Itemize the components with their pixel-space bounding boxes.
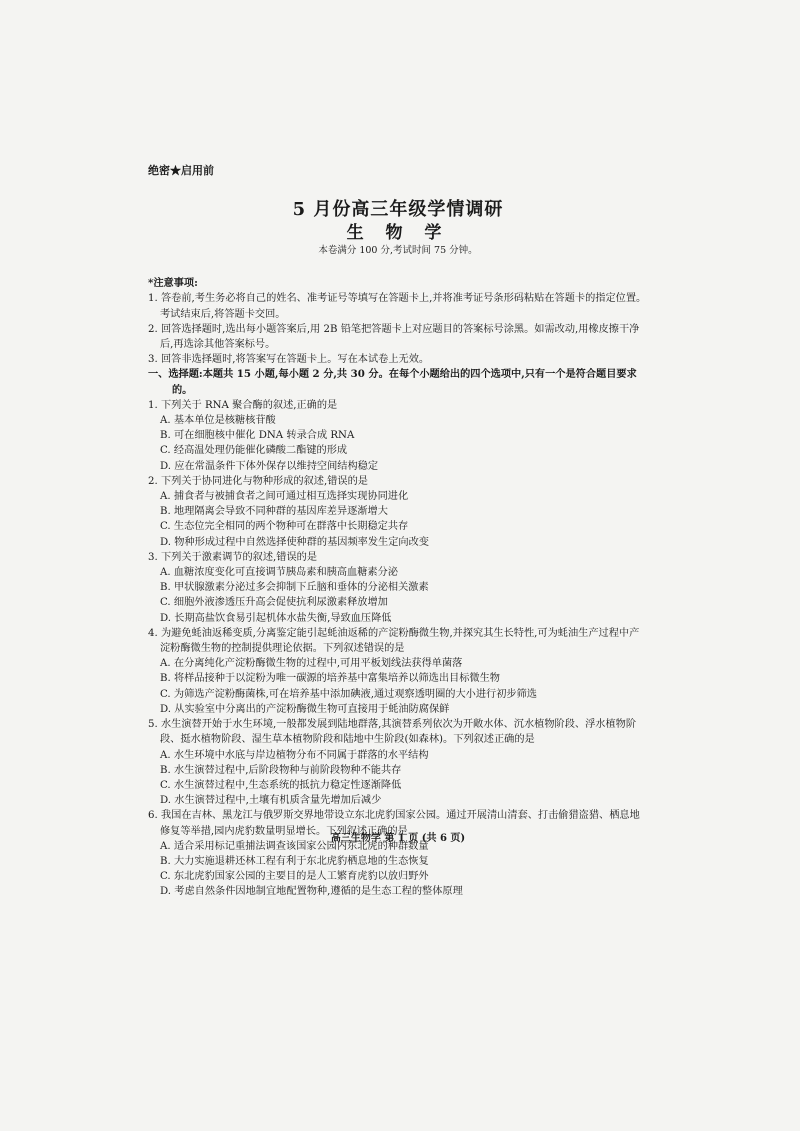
page-footer: 高三生物学 第 1 页 (共 6 页) bbox=[330, 833, 466, 844]
option-c: C. 东北虎豹国家公园的主要目的是人工繁育虎豹以放归野外 bbox=[160, 871, 429, 883]
option-d: D. 水生演替过程中,土壤有机质含量先增加后减少 bbox=[160, 795, 382, 807]
page-content bbox=[148, 163, 648, 900]
exam-subject: 生 物 学 bbox=[346, 223, 450, 244]
question-stem: 1. 下列关于 RNA 聚合酶的叙述,正确的是 bbox=[148, 399, 338, 411]
option-a: A. 在分离纯化产淀粉酶微生物的过程中,可用平板划线法获得单菌落 bbox=[160, 658, 463, 670]
option-d: D. 物种形成过程中自然选择使种群的基因频率发生定向改变 bbox=[160, 536, 429, 548]
option-a: A. 基本单位是核糖核苷酸 bbox=[160, 415, 276, 427]
question-stem: 2. 下列关于协同进化与物种形成的叙述,错误的是 bbox=[148, 475, 368, 487]
question-3 bbox=[148, 550, 648, 626]
option-b: B. 可在细胞核中催化 DNA 转录合成 RNA bbox=[160, 430, 355, 442]
section-heading: 一、选择题:本题共 15 小题,每小题 2 分,共 30 分。在每个小题给出的四个选项中,只有一个是符合题目要求的。 bbox=[148, 368, 637, 396]
question-6 bbox=[148, 808, 648, 899]
option-c: C. 生态位完全相同的两个物种可在群落中长期稳定共存 bbox=[160, 521, 409, 533]
question-stem: 5. 水生演替开始于水生环境,一般都发展到陆地群落,其演替系列依次为开敞水体、沉水植物阶段、浮水植物阶段、挺水植物阶段、湿生草本植物阶段和陆地中生阶段(如森林)。下列叙述正确的是 bbox=[148, 719, 637, 746]
notice-title: *注意事项: bbox=[148, 277, 198, 290]
notice-item: 2. 回答选择题时,选出每小题答案后,用 2B 铅笔把答题卡上对应题目的答案标号涂黑。如需改动,用橡皮擦干净后,再选涂其他答案标号。 bbox=[148, 323, 640, 351]
exam-title: 5 月份高三年级学情调研 bbox=[292, 199, 504, 221]
notice-item: 1. 答卷前,考生务必将自己的姓名、准考证号等填写在答题卡上,并将准考证号条形码粘贴在答题卡的指定位置。考试结束后,将答题卡交回。 bbox=[148, 293, 647, 320]
question-stem: 3. 下列关于激素调节的叙述,错误的是 bbox=[148, 551, 318, 563]
option-b: B. 大力实施退耕还林工程有利于东北虎豹栖息地的生态恢复 bbox=[160, 855, 429, 867]
option-d: D. 考虑自然条件因地制宜地配置物种,遵循的是生态工程的整体原理 bbox=[160, 886, 463, 898]
question-stem: 4. 为避免蚝油返稀变质,分离鉴定能引起蚝油返稀的产淀粉酶微生物,并探究其生长特性,可为蚝油生产过程中产淀粉酶微生物的控制提供理论依据。下列叙述错误的是 bbox=[148, 627, 640, 655]
option-d: D. 从实验室中分离出的产淀粉酶微生物可直接用于蚝油防腐保鲜 bbox=[160, 703, 450, 715]
question-1 bbox=[148, 398, 648, 474]
option-a: A. 血糖浓度变化可直接调节胰岛素和胰高血糖素分泌 bbox=[160, 567, 398, 579]
option-a: A. 适合采用标记重捕法调查该国家公园内东北虎的种群数量 bbox=[160, 840, 429, 852]
option-b: B. 地理隔离会导致不同种群的基因库差异逐渐增大 bbox=[160, 506, 388, 518]
option-b: B. 将样品接种于以淀粉为唯一碳源的培养基中富集培养以筛选出目标微生物 bbox=[160, 673, 500, 685]
notice-item: 3. 回答非选择题时,将答案写在答题卡上。写在本试卷上无效。 bbox=[148, 354, 430, 366]
option-a: A. 水生环境中水底与岸边植物分布不同属于群落的水平结构 bbox=[160, 749, 429, 761]
option-c: C. 经高温处理仍能催化磷酸二酯键的形成 bbox=[160, 445, 348, 457]
option-d: D. 长期高盐饮食易引起机体水盐失衡,导致血压降低 bbox=[160, 612, 392, 624]
option-d: D. 应在常温条件下体外保存以维持空间结构稳定 bbox=[160, 460, 379, 472]
option-b: B. 甲状腺激素分泌过多会抑制下丘脑和垂体的分泌相关激素 bbox=[160, 582, 429, 594]
question-4 bbox=[148, 626, 648, 717]
question-5 bbox=[148, 717, 648, 808]
option-a: A. 捕食者与被捕食者之间可通过相互选择实现协同进化 bbox=[160, 491, 409, 503]
option-b: B. 水生演替过程中,后阶段物种与前阶段物种不能共存 bbox=[160, 764, 402, 776]
question-stem: 6. 我国在吉林、黑龙江与俄罗斯交界地带设立东北虎豹国家公园。通过开展清山清套、打击偷猎盗猎、栖息地修复等举措,园内虎豹数量明显增长。下列叙述正确的是 bbox=[148, 810, 640, 837]
secret-mark: 绝密★启用前 bbox=[148, 164, 214, 177]
option-c: C. 为筛选产淀粉酶菌株,可在培养基中添加碘液,通过观察透明圈的大小进行初步筛选 bbox=[160, 688, 537, 700]
question-2 bbox=[148, 474, 648, 550]
exam-info: 本卷满分 100 分,考试时间 75 分钟。 bbox=[318, 245, 478, 257]
option-c: C. 水生演替过程中,生态系统的抵抗力稳定性逐渐降低 bbox=[160, 779, 402, 791]
option-c: C. 细胞外液渗透压升高会促使抗利尿激素释放增加 bbox=[160, 597, 388, 609]
